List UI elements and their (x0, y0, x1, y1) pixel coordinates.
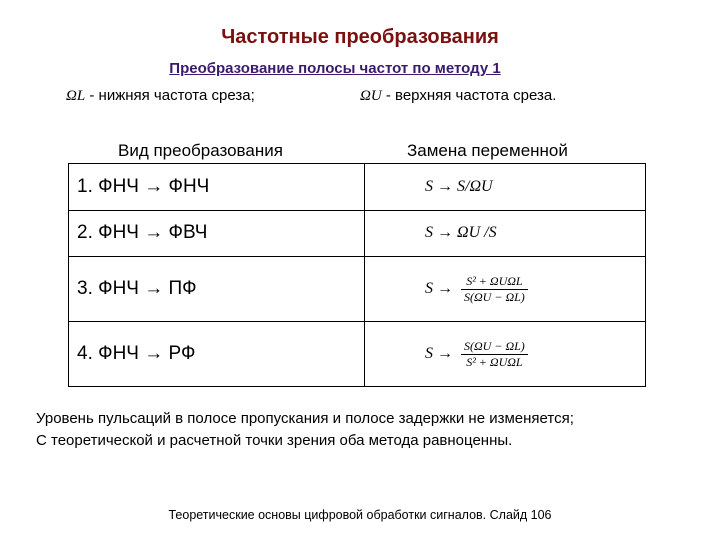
table-row (69, 257, 646, 322)
transformation-table (68, 163, 646, 387)
table-row (69, 322, 646, 387)
column-header-type: Вид преобразования (118, 141, 283, 160)
fraction-denominator: S(ΩU − ΩL) (464, 289, 525, 304)
lower-cutoff-text: - нижняя частота среза; (85, 87, 255, 104)
fraction (461, 274, 528, 305)
note-ripple: Уровень пульсаций в полосе пропускания и полосе задержки не изменяется; (36, 410, 574, 427)
slide-footer: Теоретические основы цифровой обработки сигналов. Слайд 106 (168, 508, 552, 522)
transformation-type-cell: 3. ФНЧ → ПФ (69, 257, 365, 322)
substitution-formula-cell (365, 257, 646, 322)
upper-cutoff-text: - верхняя частота среза. (381, 87, 557, 104)
column-header-substitution: Замена переменной (407, 141, 568, 160)
fraction-numerator: S² + ΩUΩL (461, 274, 528, 290)
lower-cutoff-symbol: ΩL (66, 88, 86, 104)
upper-cutoff-symbol: ΩU (360, 88, 382, 104)
formula-lhs: S → (425, 279, 453, 297)
transformation-type-cell: 1. ФНЧ → ФНЧ (69, 164, 365, 211)
note-equivalence: С теоретической и расчетной точки зрения оба метода равноценны. (36, 432, 513, 449)
fraction-numerator: S(ΩU − ΩL) (461, 339, 528, 355)
fraction (461, 339, 528, 370)
table-row (69, 210, 646, 257)
transformation-type-cell: 2. ФНЧ → ФВЧ (69, 210, 365, 257)
formula-lhs: S → (425, 344, 453, 362)
substitution-formula-cell: S → S/ΩU (365, 164, 646, 211)
upper-cutoff-definition (360, 87, 556, 105)
slide-subtitle: Преобразование полосы частот по методу 1 (169, 60, 501, 77)
substitution-formula-cell (365, 322, 646, 387)
lower-cutoff-definition (66, 87, 255, 105)
slide-title: Частотные преобразования (221, 26, 499, 48)
table-row (69, 164, 646, 211)
transformation-type-cell: 4. ФНЧ → РФ (69, 322, 365, 387)
fraction-denominator: S² + ΩUΩL (466, 354, 523, 369)
substitution-formula-cell: S → ΩU /S (365, 210, 646, 257)
